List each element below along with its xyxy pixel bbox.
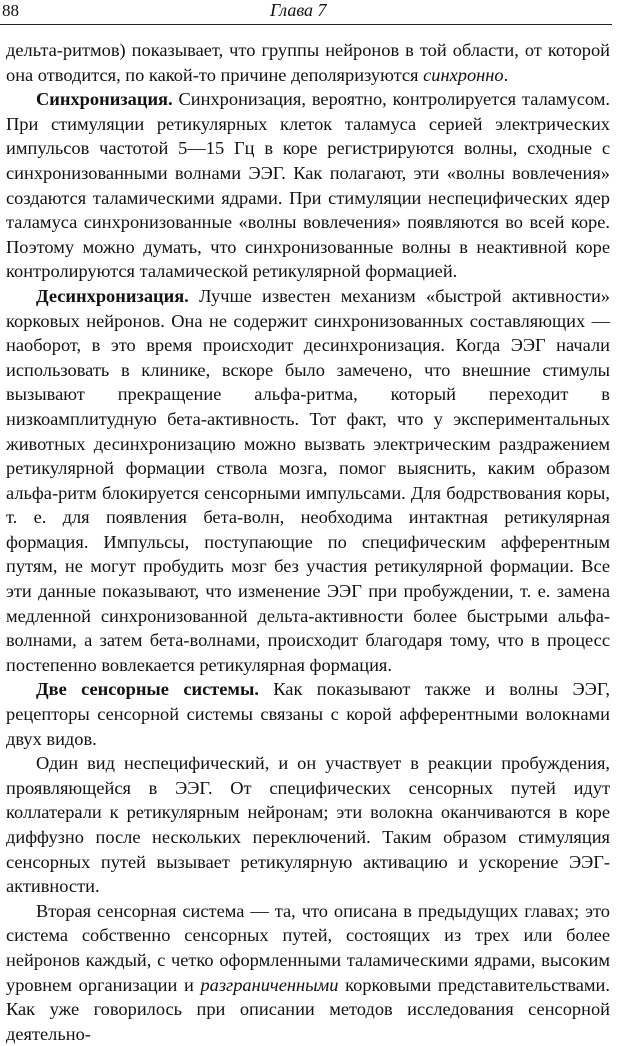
section-run-in-heading: Две сенсорные системы. (36, 679, 259, 700)
section-run-in-heading: Десинхронизация. (36, 285, 189, 306)
paragraph-text: Один вид неспецифический, и он участвует в реакции пробуждения, проявляющейся в ЭЭГ. От специфических сенсорных путей идут коллатерали к ретикулярным нейронам; эти волокна оканчиваются в коре диффузно после нескольких переключений. Таким образом стимуляция сенсорных путей вызывает ретикулярную активацию и ускорение ЭЭГ-активности. (6, 753, 610, 897)
emphasis-text: разграниченными (200, 974, 339, 995)
emphasis-text: синхронно (423, 64, 504, 85)
paragraph-second-system (6, 899, 610, 1046)
section-run-in-heading: Синхронизация. (36, 89, 173, 110)
body-text (6, 38, 610, 1046)
paragraph-tail: . (503, 64, 509, 85)
paragraph-text: Синхронизация, вероятно, контролируется таламусом. При стимуляции ретикулярных клеток таламуса серией электрических импульсов частотой 5—15 Гц в коре регистрируются волны, сходные с синхронизованными волнами ЭЭГ. Как полагают, эти «волны вовлечения» создаются таламическими ядрами. При стимуляции неспецифических ядер таламуса синхронизованные «волны вовлечения» появляются во всей коре. Поэтому можно думать, что синхронизованные волны в неактивной коре контролируются таламической ретикулярной формацией. (6, 89, 610, 282)
paragraph-text: дельта-ритмов) показывает, что группы нейронов в той области, от которой она отводится, по какой-то причине деполяризуются (6, 40, 610, 85)
paragraph-text: Вторая сенсорная система — та, что описана в предыдущих главах; это система собственно сенсорных путей, состоящих из трех или более нейронов каждый, с четко оформленными таламическими ядрами, высоким уровнем организации и (6, 900, 610, 995)
paragraph-tail: корковыми представительствами. Как уже говорилось при описании методов исследования сенсорной деятельно- (6, 974, 610, 1044)
paragraph-desynchronization (6, 284, 610, 678)
page-number: 88 (2, 1, 19, 20)
paragraph-nonspecific (6, 751, 610, 899)
page-header (0, 0, 612, 25)
paragraph-continuation (6, 38, 610, 87)
running-title: Глава 7 (270, 0, 327, 20)
paragraph-text: Как показывают также и волны ЭЭГ, рецепторы сенсорной системы связаны с корой афферентными волокнами двух видов. (6, 679, 610, 749)
paragraph-two-sensory-systems (6, 677, 610, 751)
paragraph-synchronization (6, 87, 610, 284)
paragraph-text: Лучше известен механизм «быстрой активности» корковых нейронов. Она не содержит синхронизованных составляющих — наоборот, в это время происходит десинхронизация. Когда ЭЭГ начали использовать в клинике, вскоре было замечено, что внешние стимулы вызывают прекращение альфа-ритма, который переходит в низкоамплитудную бета-активность. Тот факт, что у экспериментальных животных десинхронизацию можно вызвать электрическим раздражением ретикулярной формации ствола мозга, помог выяснить, каким образом альфа-ритм блокируется сенсорными импульсами. Для бодрствования коры, т. е. для появления бета-волн, необходима интактная ретикулярная формация. Импульсы, поступающие по специфическим афферентным путям, не могут пробудить мозг без участия ретикулярной формации. Все эти данные показывают, что изменение ЭЭГ при пробуждении, т. е. замена медленной синхронизованной дельта-активности более быстрыми альфа-волнами, а затем бета-волнами, происходит благодаря тому, что в процесс постепенно вовлекается ретикулярная формация. (6, 285, 610, 675)
